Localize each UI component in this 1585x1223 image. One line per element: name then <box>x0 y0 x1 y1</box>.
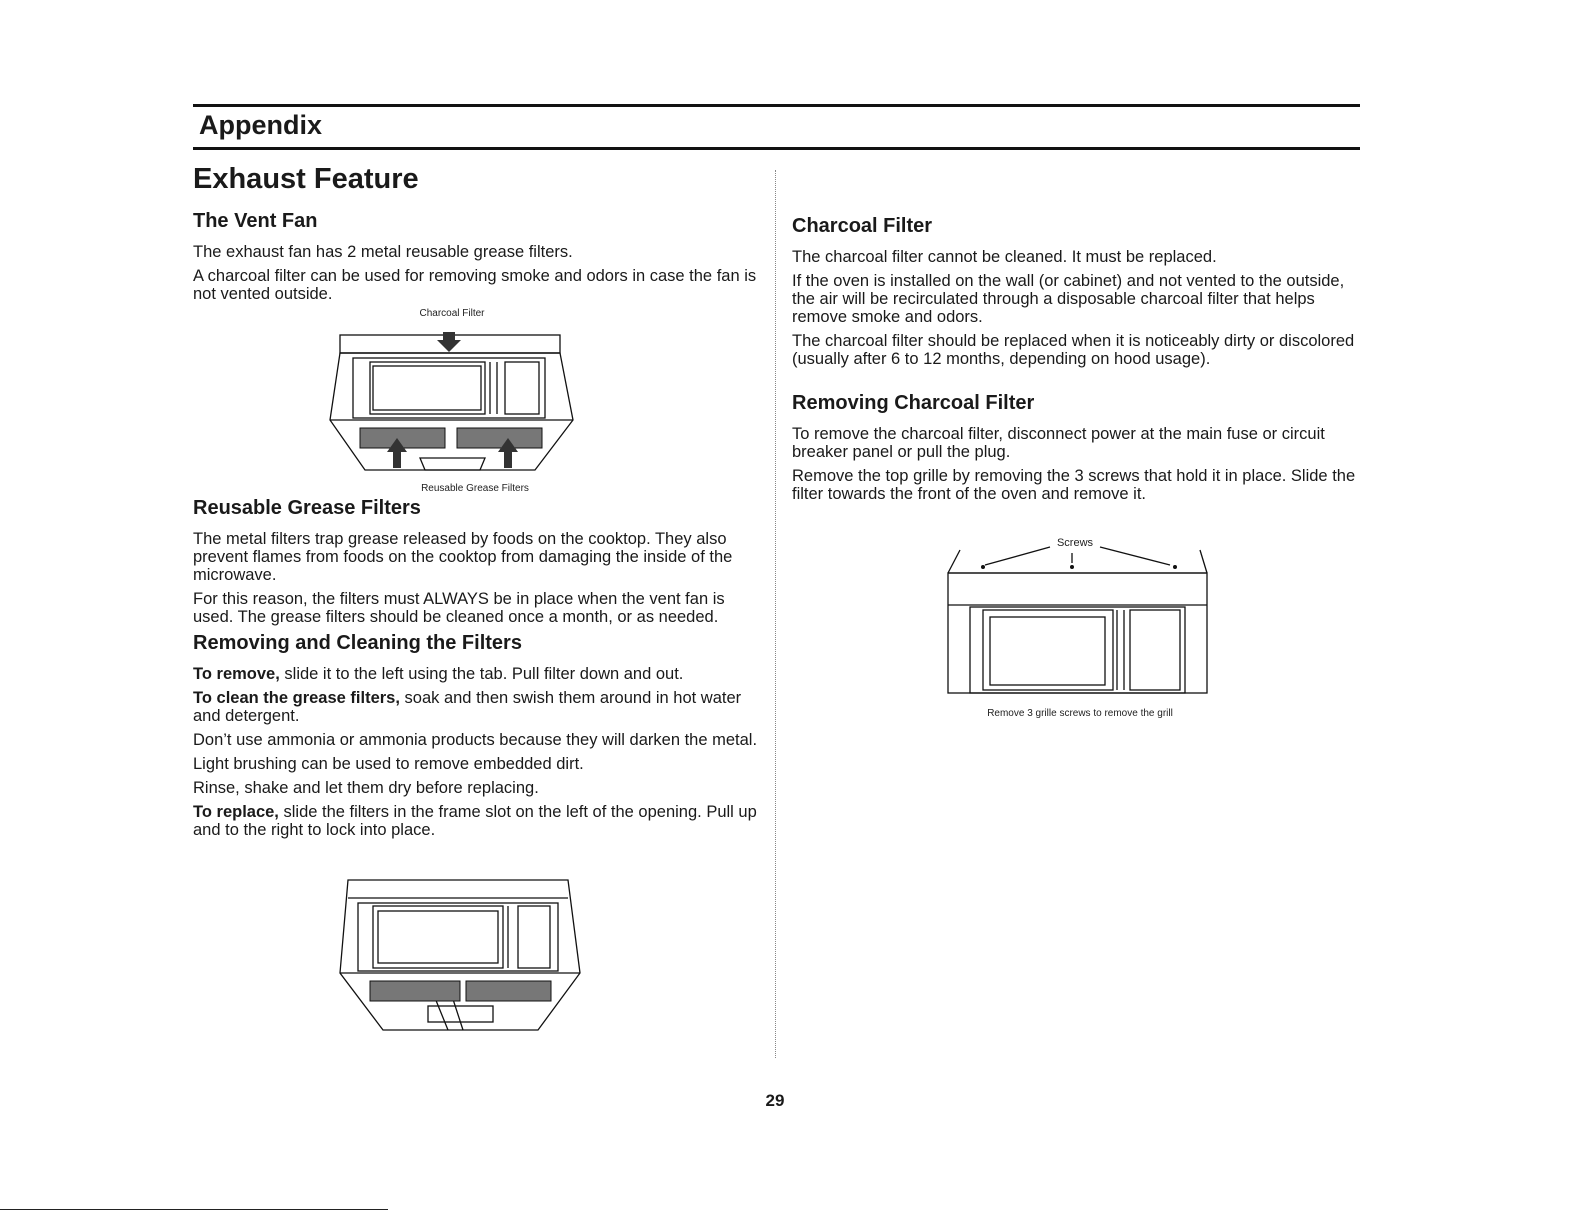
right-column <box>792 215 1357 509</box>
vent-fan-text-1: The exhaust fan has 2 metal reusable grease filters. <box>193 243 573 261</box>
remove-text: slide it to the left using the tab. Pull filter down and out. <box>279 665 684 683</box>
removing-text-1: To remove the charcoal filter, disconnect power at the main fuse or circuit breaker panel or pull the plug. <box>792 425 1325 461</box>
clean-text: soak and then swish them around in hot water and detergent. <box>193 689 742 725</box>
vent-fan-diagram <box>325 320 580 485</box>
removing-text-2: Remove the top grille by removing the 3 screws that hold it in place. Slide the filter towards the front of the oven and remove it. <box>792 467 1356 503</box>
grille-screws-diagram <box>945 545 1210 695</box>
section-title: Appendix <box>199 110 323 140</box>
header-bottom-rule <box>193 147 1360 150</box>
removing-charcoal-heading: Removing Charcoal Filter <box>792 392 1035 414</box>
grease-text-2: For this reason, the filters must ALWAYS be in place when the vent fan is used. The grease filters should be cleaned once a month, or as needed. <box>193 590 725 626</box>
brushing-text: Light brushing can be used to remove embedded dirt. <box>193 755 584 773</box>
grease-text-1: The metal filters trap grease released by foods on the cooktop. They also prevent flames from foods on the cooktop from damaging the inside of the microwave. <box>193 530 733 584</box>
column-divider <box>775 170 776 1058</box>
page-title: Exhaust Feature <box>193 163 419 195</box>
filter-removal-diagram <box>338 878 583 1033</box>
page-number: 29 <box>765 1091 785 1110</box>
rinse-text: Rinse, shake and let them dry before replacing. <box>193 779 539 797</box>
charcoal-text-1: The charcoal filter cannot be cleaned. It must be replaced. <box>792 248 1217 266</box>
vent-fan-text-2: A charcoal filter can be used for removing smoke and odors in case the fan is not vented outside. <box>193 267 757 303</box>
cleaning-heading: Removing and Cleaning the Filters <box>193 632 522 654</box>
charcoal-filter-heading: Charcoal Filter <box>792 215 933 237</box>
charcoal-text-3: The charcoal filter should be replaced when it is noticeably dirty or discolored (usually after 6 to 12 months, depending on hood usage). <box>792 332 1355 368</box>
screws-label: Screws <box>1056 537 1094 549</box>
ammonia-warning: Don’t use ammonia or ammonia products because they will darken the metal. <box>193 731 758 749</box>
grille-caption: Remove 3 grille screws to remove the grill <box>987 708 1173 719</box>
replace-instruction <box>193 803 758 839</box>
charcoal-filter-label: Charcoal Filter <box>419 308 485 319</box>
clean-bold: To clean the grease filters, <box>193 689 400 707</box>
left-column <box>193 163 758 309</box>
remove-bold: To remove, <box>193 665 280 683</box>
charcoal-text-2: If the oven is installed on the wall (or cabinet) and not vented to the outside, the air will be recirculated through a disposable charcoal filter that helps remove smoke and odors. <box>792 272 1345 326</box>
bottom-edge-line <box>0 1209 388 1210</box>
replace-text: slide the filters in the frame slot on the left of the opening. Pull up and to the right to lock into place. <box>193 803 757 839</box>
clean-instruction <box>193 689 758 725</box>
reusable-grease-filters-label: Reusable Grease Filters <box>421 483 529 494</box>
header-top-rule <box>193 104 1360 107</box>
left-column-lower <box>193 497 758 845</box>
vent-fan-heading: The Vent Fan <box>193 210 318 232</box>
remove-instruction <box>193 665 758 683</box>
replace-bold: To replace, <box>193 803 279 821</box>
grease-filters-heading: Reusable Grease Filters <box>193 497 421 519</box>
